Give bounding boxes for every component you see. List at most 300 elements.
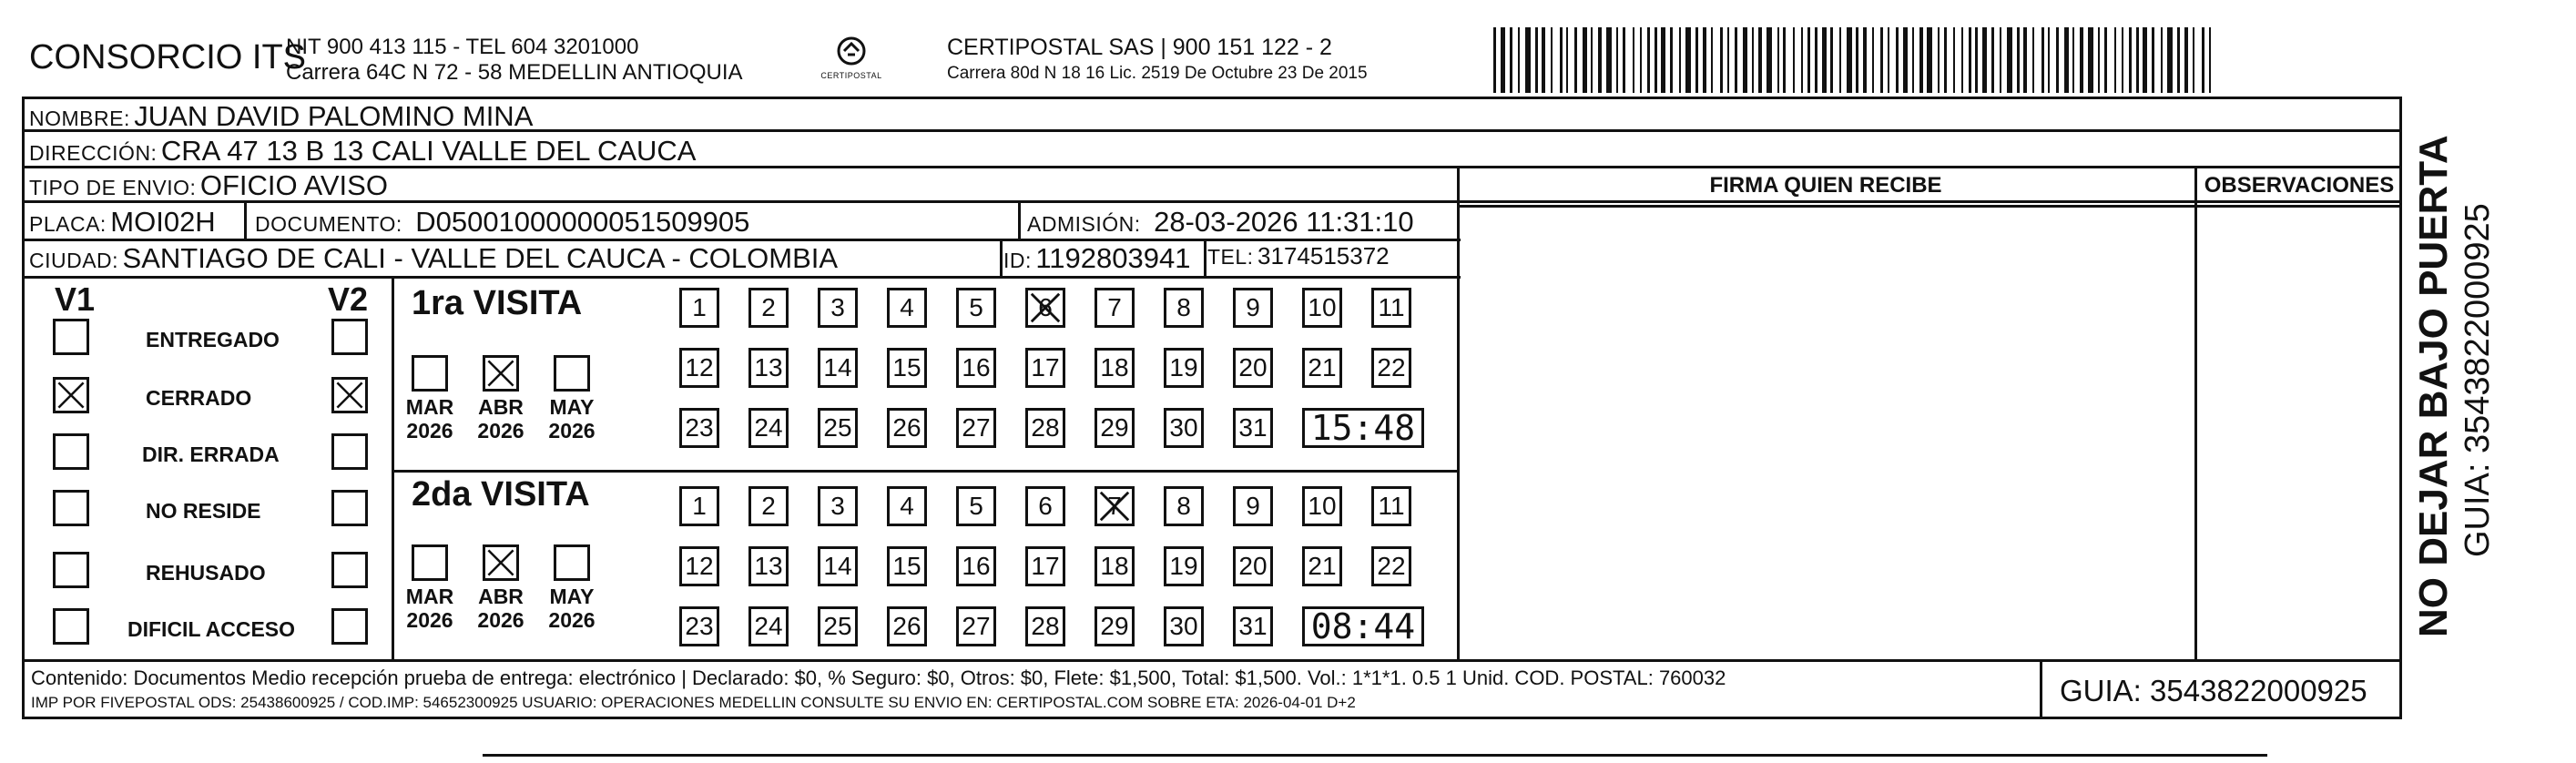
barcode-bar <box>1982 27 1987 93</box>
certipostal-logo <box>820 31 883 89</box>
day-box[interactable] <box>1164 348 1204 388</box>
day-number: 11 <box>1378 492 1405 520</box>
day-number: 30 <box>1169 612 1198 640</box>
v1-checkbox[interactable] <box>53 490 89 526</box>
x-mark-icon <box>1028 290 1063 325</box>
direccion-value: CRA 47 13 B 13 CALI VALLE DEL CAUCA <box>160 135 697 167</box>
barcode-bar <box>1720 27 1723 93</box>
barcode-bar <box>2041 27 2044 93</box>
day-box[interactable] <box>887 288 927 328</box>
day-box[interactable] <box>956 546 996 586</box>
barcode-bar <box>2023 27 2027 93</box>
status-option-label: ENTREGADO <box>146 328 280 351</box>
barcode-bar <box>1735 27 1737 93</box>
barcode-bar <box>1815 27 1817 93</box>
day-number: 18 <box>1100 552 1129 580</box>
day-box[interactable] <box>1025 348 1065 388</box>
day-number: 19 <box>1169 552 1198 580</box>
barcode-bar <box>1670 27 1673 93</box>
barcode-bar <box>1758 27 1762 93</box>
barcode-bar <box>1783 27 1786 93</box>
firma-header: FIRMA QUIEN RECIBE <box>1709 173 1942 198</box>
barcode-bar <box>1880 27 1883 93</box>
certipostal-line1: CERTIPOSTAL SAS | 900 151 122 - 2 <box>947 35 1332 60</box>
day-number: 1 <box>692 293 707 321</box>
barcode-bar <box>1822 27 1827 93</box>
day-box[interactable] <box>956 606 996 646</box>
day-number: 1 <box>692 492 707 520</box>
month-checkbox[interactable] <box>483 544 519 581</box>
month-checkbox[interactable] <box>554 355 590 392</box>
day-box[interactable] <box>1095 288 1135 328</box>
barcode-bar <box>1896 27 1899 93</box>
day-box[interactable] <box>1371 348 1411 388</box>
day-number: 10 <box>1308 492 1337 520</box>
day-box[interactable] <box>1164 288 1204 328</box>
day-number: 14 <box>823 552 852 580</box>
barcode-bar <box>1679 27 1681 93</box>
day-number: 26 <box>892 413 921 442</box>
status-option-label: CERRADO <box>146 386 252 410</box>
barcode-bar <box>1991 27 1994 93</box>
day-box[interactable] <box>1371 546 1411 586</box>
barcode-bar <box>1847 27 1852 93</box>
day-number: 2 <box>761 293 776 321</box>
day-number: 12 <box>685 552 714 580</box>
barcode-bar <box>1493 27 1496 93</box>
nombre-row <box>29 100 533 133</box>
day-box[interactable] <box>1025 606 1065 646</box>
day-box[interactable] <box>679 348 719 388</box>
month-name: MAR <box>405 395 454 419</box>
barcode-bar <box>1752 27 1754 93</box>
barcode-bar <box>2129 27 2132 93</box>
day-box[interactable] <box>748 606 789 646</box>
divider <box>1457 166 1460 659</box>
barcode-bar <box>1591 27 1593 93</box>
day-number: 6 <box>1038 492 1053 520</box>
certipostal-line2: Carrera 80d N 18 16 Lic. 2519 De Octubre 23 De 2015 <box>947 64 1368 83</box>
day-number: 28 <box>1031 612 1060 640</box>
barcode-bar <box>1566 27 1568 93</box>
month-checkbox[interactable] <box>412 544 448 581</box>
barcode-bar <box>1647 27 1650 93</box>
day-box[interactable] <box>1233 606 1273 646</box>
barcode-bar <box>1767 27 1772 93</box>
day-box[interactable] <box>1025 546 1065 586</box>
barcode-bar <box>1839 27 1841 93</box>
barcode-bar <box>2007 27 2012 93</box>
side-guia: GUIA: 3543822000925 <box>2459 203 2497 557</box>
barcode-bar <box>2072 27 2074 93</box>
day-box[interactable] <box>1025 288 1065 328</box>
day-number: 3 <box>830 492 845 520</box>
day-box[interactable] <box>1371 486 1411 526</box>
month-name: MAR <box>405 585 454 608</box>
day-box[interactable] <box>679 288 719 328</box>
barcode-bar <box>1525 27 1531 93</box>
day-number: 31 <box>1238 612 1268 640</box>
admision-label: ADMISIÓN: <box>1027 212 1141 236</box>
day-box[interactable] <box>1025 486 1065 526</box>
barcode-bar <box>1793 27 1795 93</box>
status-option-label: NO RESIDE <box>146 499 261 523</box>
day-number: 4 <box>900 492 914 520</box>
month-name: MAY <box>549 585 595 608</box>
day-box[interactable] <box>1233 546 1273 586</box>
day-number: 9 <box>1246 492 1260 520</box>
nombre-value: JUAN DAVID PALOMINO MINA <box>134 100 534 132</box>
barcode-bar <box>2056 27 2059 93</box>
documento-value: D05001000000051509905 <box>415 206 750 238</box>
time-value: 15:48 <box>1310 408 1416 448</box>
month-label <box>541 395 603 443</box>
v2-checkbox[interactable] <box>331 319 368 355</box>
day-box[interactable] <box>1371 288 1411 328</box>
id-field <box>1003 242 1190 275</box>
x-mark-icon <box>1097 489 1132 524</box>
barcode-bar <box>1969 27 1971 93</box>
day-box[interactable] <box>748 348 789 388</box>
day-number: 22 <box>1377 552 1406 580</box>
barcode-bar <box>1872 27 1874 93</box>
month-label <box>470 585 532 632</box>
day-box[interactable] <box>1302 546 1342 586</box>
barcode-bar <box>2136 27 2139 93</box>
day-number: 21 <box>1308 552 1337 580</box>
v2-header: V2 <box>328 280 369 318</box>
tel-field <box>1207 242 1390 270</box>
day-number: 25 <box>823 413 852 442</box>
divider <box>1000 239 1003 276</box>
divider <box>392 276 394 659</box>
day-number: 27 <box>962 413 991 442</box>
day-number: 17 <box>1031 353 1060 382</box>
day-number: 8 <box>1176 293 1191 321</box>
day-box[interactable] <box>1095 408 1135 448</box>
barcode-bar <box>1903 27 1908 93</box>
day-box[interactable] <box>1233 408 1273 448</box>
month-label <box>399 395 461 443</box>
barcode-bar <box>2000 27 2001 93</box>
barcode-bar <box>1606 27 1612 93</box>
day-box[interactable] <box>748 486 789 526</box>
day-number: 22 <box>1377 353 1406 382</box>
tel-value: 3174515372 <box>1257 242 1390 270</box>
day-box[interactable] <box>1233 486 1273 526</box>
tel-label: TEL: <box>1207 245 1254 269</box>
day-box[interactable] <box>887 348 927 388</box>
day-box[interactable] <box>818 288 858 328</box>
barcode-bar <box>2098 27 2100 93</box>
barcode-bar <box>2122 27 2123 93</box>
tipo-envio-value: OFICIO AVISO <box>199 169 388 201</box>
barcode-bar <box>1743 27 1747 93</box>
status-option-label: REHUSADO <box>146 561 266 585</box>
barcode-bar <box>2177 27 2180 93</box>
day-box[interactable] <box>887 486 927 526</box>
day-box[interactable] <box>679 408 719 448</box>
x-mark-icon <box>485 547 516 578</box>
day-box[interactable] <box>1025 408 1065 448</box>
barcode-bar <box>2114 27 2116 93</box>
v2-checkbox[interactable] <box>331 490 368 526</box>
ciudad-field <box>29 242 838 275</box>
first-visit-title: 1ra VISITA <box>412 284 583 322</box>
x-mark-icon <box>56 380 87 411</box>
barcode-bar <box>2209 27 2211 93</box>
v1-checkbox[interactable] <box>53 552 89 588</box>
day-number: 21 <box>1308 353 1337 382</box>
barcode-bar <box>1501 27 1505 93</box>
barcode-bar <box>2048 27 2050 93</box>
month-year: 2026 <box>548 608 596 632</box>
day-box[interactable] <box>1233 288 1273 328</box>
month-checkbox[interactable] <box>483 355 519 392</box>
day-box[interactable] <box>1095 486 1135 526</box>
day-number: 31 <box>1238 413 1268 442</box>
v1-header: V1 <box>55 280 96 318</box>
day-number: 29 <box>1100 413 1129 442</box>
barcode-bar <box>1633 27 1634 93</box>
logo-text: CERTIPOSTAL <box>820 71 882 80</box>
day-box[interactable] <box>1233 348 1273 388</box>
v2-checkbox[interactable] <box>331 552 368 588</box>
month-name: ABR <box>478 395 524 419</box>
day-number: 11 <box>1378 293 1405 321</box>
day-box[interactable] <box>818 486 858 526</box>
day-number: 29 <box>1100 612 1129 640</box>
day-box[interactable] <box>818 408 858 448</box>
v1-checkbox[interactable] <box>53 433 89 470</box>
documento-label: DOCUMENTO: <box>255 212 402 236</box>
barcode-bar <box>1616 27 1618 93</box>
barcode-bar <box>1953 27 1955 93</box>
barcode-bar <box>1518 27 1520 93</box>
divider <box>22 659 2402 662</box>
day-box[interactable] <box>956 408 996 448</box>
month-name: MAY <box>549 395 595 419</box>
day-number: 24 <box>754 413 783 442</box>
nombre-label: NOMBRE: <box>29 107 130 130</box>
barcode-bar <box>1655 27 1657 93</box>
month-year: 2026 <box>548 419 596 443</box>
barcode-bar <box>2184 27 2188 93</box>
divider <box>2040 659 2042 719</box>
v1-checkbox[interactable] <box>53 608 89 645</box>
day-number: 26 <box>892 612 921 640</box>
company-nit-tel: NIT 900 413 115 - TEL 604 3201000 <box>286 35 639 59</box>
day-box[interactable] <box>679 546 719 586</box>
day-box[interactable] <box>887 546 927 586</box>
day-box[interactable] <box>956 486 996 526</box>
company-address: Carrera 64C N 72 - 58 MEDELLIN ANTIOQUIA <box>286 60 743 85</box>
day-number: 10 <box>1308 293 1337 321</box>
day-number: 8 <box>1176 492 1191 520</box>
day-number: 25 <box>823 612 852 640</box>
divider <box>22 239 1461 241</box>
v1-checkbox[interactable] <box>53 377 89 413</box>
second-visit-title: 2da VISITA <box>412 475 590 514</box>
day-number: 24 <box>754 612 783 640</box>
barcode-bar <box>1830 27 1833 93</box>
barcode-bar <box>1560 27 1563 93</box>
barcode-bar <box>1510 27 1512 93</box>
admision-field <box>1027 206 1414 239</box>
day-box[interactable] <box>818 546 858 586</box>
day-number: 13 <box>754 353 783 382</box>
barcode-bar <box>1598 27 1602 93</box>
day-box[interactable] <box>956 288 996 328</box>
day-box[interactable] <box>1095 606 1135 646</box>
day-box[interactable] <box>679 606 719 646</box>
day-box[interactable] <box>818 606 858 646</box>
placa-label: PLACA: <box>29 212 107 236</box>
day-box[interactable] <box>887 606 927 646</box>
month-year: 2026 <box>406 419 453 443</box>
day-number: 6 <box>1038 293 1053 321</box>
barcode-bar <box>1551 27 1553 93</box>
day-box[interactable] <box>956 348 996 388</box>
divider <box>2194 166 2197 659</box>
barcode-bar <box>1944 27 1947 93</box>
barcode-bar <box>1535 27 1538 93</box>
v2-checkbox[interactable] <box>331 433 368 470</box>
month-checkbox[interactable] <box>554 544 590 581</box>
day-number: 5 <box>969 293 983 321</box>
day-number: 12 <box>685 353 714 382</box>
bottom-rule <box>483 754 2267 757</box>
day-number: 30 <box>1169 413 1198 442</box>
day-box[interactable] <box>1164 606 1204 646</box>
barcode-bar <box>2143 27 2147 93</box>
day-number: 5 <box>969 492 983 520</box>
divider <box>244 200 247 239</box>
ciudad-value: SANTIAGO DE CALI - VALLE DEL CAUCA - COLOMBIA <box>122 242 839 274</box>
day-box[interactable] <box>1164 546 1204 586</box>
tipo-envio-row <box>29 169 388 202</box>
day-number: 16 <box>962 552 991 580</box>
month-year: 2026 <box>477 608 524 632</box>
barcode-bar <box>2152 27 2154 93</box>
month-name: ABR <box>478 585 524 608</box>
divider <box>392 470 1457 473</box>
barcode-bar <box>2064 27 2069 93</box>
day-box[interactable] <box>679 486 719 526</box>
day-box[interactable] <box>1095 348 1135 388</box>
day-box[interactable] <box>887 408 927 448</box>
barcode-bar <box>1711 27 1713 93</box>
month-year: 2026 <box>477 419 524 443</box>
v2-checkbox[interactable] <box>331 608 368 645</box>
observaciones-header: OBSERVACIONES <box>2204 173 2395 198</box>
barcode-bar <box>1927 27 1932 93</box>
barcode <box>1493 27 2222 93</box>
divider <box>1204 239 1207 276</box>
id-value: 1192803941 <box>1035 242 1191 274</box>
status-option-label: DIR. ERRADA <box>142 443 280 466</box>
day-box[interactable] <box>748 408 789 448</box>
day-number: 28 <box>1031 413 1060 442</box>
month-label <box>470 395 532 443</box>
month-label <box>399 585 461 632</box>
day-number: 18 <box>1100 353 1129 382</box>
barcode-bar <box>1583 27 1587 93</box>
day-number: 9 <box>1246 293 1260 321</box>
barcode-bar <box>1912 27 1914 93</box>
time-box[interactable] <box>1302 606 1424 646</box>
barcode-bar <box>1975 27 1978 93</box>
month-label <box>541 585 603 632</box>
day-box[interactable] <box>1302 486 1342 526</box>
day-box[interactable] <box>1164 408 1204 448</box>
day-number: 17 <box>1031 552 1060 580</box>
placa-field <box>29 206 216 239</box>
footer-guia: GUIA: 3543822000925 <box>2060 674 2367 707</box>
barcode-bar <box>2032 27 2034 93</box>
barcode-bar <box>2193 27 2194 93</box>
v1-checkbox[interactable] <box>53 319 89 355</box>
month-checkbox[interactable] <box>412 355 448 392</box>
barcode-bar <box>1888 27 1889 93</box>
barcode-bar <box>1961 27 1963 93</box>
placa-value: MOI02H <box>110 206 216 238</box>
time-box[interactable] <box>1302 408 1424 448</box>
day-number: 14 <box>823 353 852 382</box>
barcode-bar <box>1695 27 1698 93</box>
day-box[interactable] <box>1302 348 1342 388</box>
day-number: 19 <box>1169 353 1198 382</box>
barcode-bar <box>1661 27 1665 93</box>
id-label: ID: <box>1003 249 1032 272</box>
barcode-bar <box>1807 27 1810 93</box>
day-box[interactable] <box>748 546 789 586</box>
barcode-bar <box>1623 27 1625 93</box>
barcode-bar <box>2088 27 2093 93</box>
footer-imp-line: IMP POR FIVEPOSTAL ODS: 25438600925 / COD.IMP: 54652300925 USUARIO: OPERACIONES MEDELLIN CONSULTE SU ENVIO EN: CERTIPOSTAL.COM SOBRE ETA: 2026-04-01 D+2 <box>31 694 1356 711</box>
day-number: 2 <box>761 492 776 520</box>
day-box[interactable] <box>1095 546 1135 586</box>
barcode-bar <box>2161 27 2163 93</box>
direccion-label: DIRECCIÓN: <box>29 141 158 165</box>
day-number: 7 <box>1107 293 1122 321</box>
day-number: 7 <box>1107 492 1122 520</box>
day-box[interactable] <box>818 348 858 388</box>
company-name: CONSORCIO ITS <box>29 38 307 76</box>
tipo-envio-label: TIPO DE ENVIO: <box>29 176 197 199</box>
v2-checkbox[interactable] <box>331 377 368 413</box>
day-number: 15 <box>892 353 921 382</box>
month-year: 2026 <box>406 608 453 632</box>
direccion-row <box>29 135 696 168</box>
day-box[interactable] <box>748 288 789 328</box>
barcode-bar <box>2080 27 2083 93</box>
day-number: 20 <box>1238 552 1268 580</box>
time-value: 08:44 <box>1310 606 1416 646</box>
divider <box>1018 200 1021 239</box>
day-number: 4 <box>900 293 914 321</box>
day-box[interactable] <box>1302 288 1342 328</box>
day-number: 15 <box>892 552 921 580</box>
barcode-bar <box>2167 27 2173 93</box>
barcode-bar <box>1863 27 1867 93</box>
barcode-bar <box>1938 27 1940 93</box>
barcode-bar <box>1703 27 1706 93</box>
status-option-label: DIFICIL ACCESO <box>127 617 296 641</box>
day-box[interactable] <box>1164 486 1204 526</box>
barcode-bar <box>1919 27 1923 93</box>
barcode-bar <box>1685 27 1691 93</box>
